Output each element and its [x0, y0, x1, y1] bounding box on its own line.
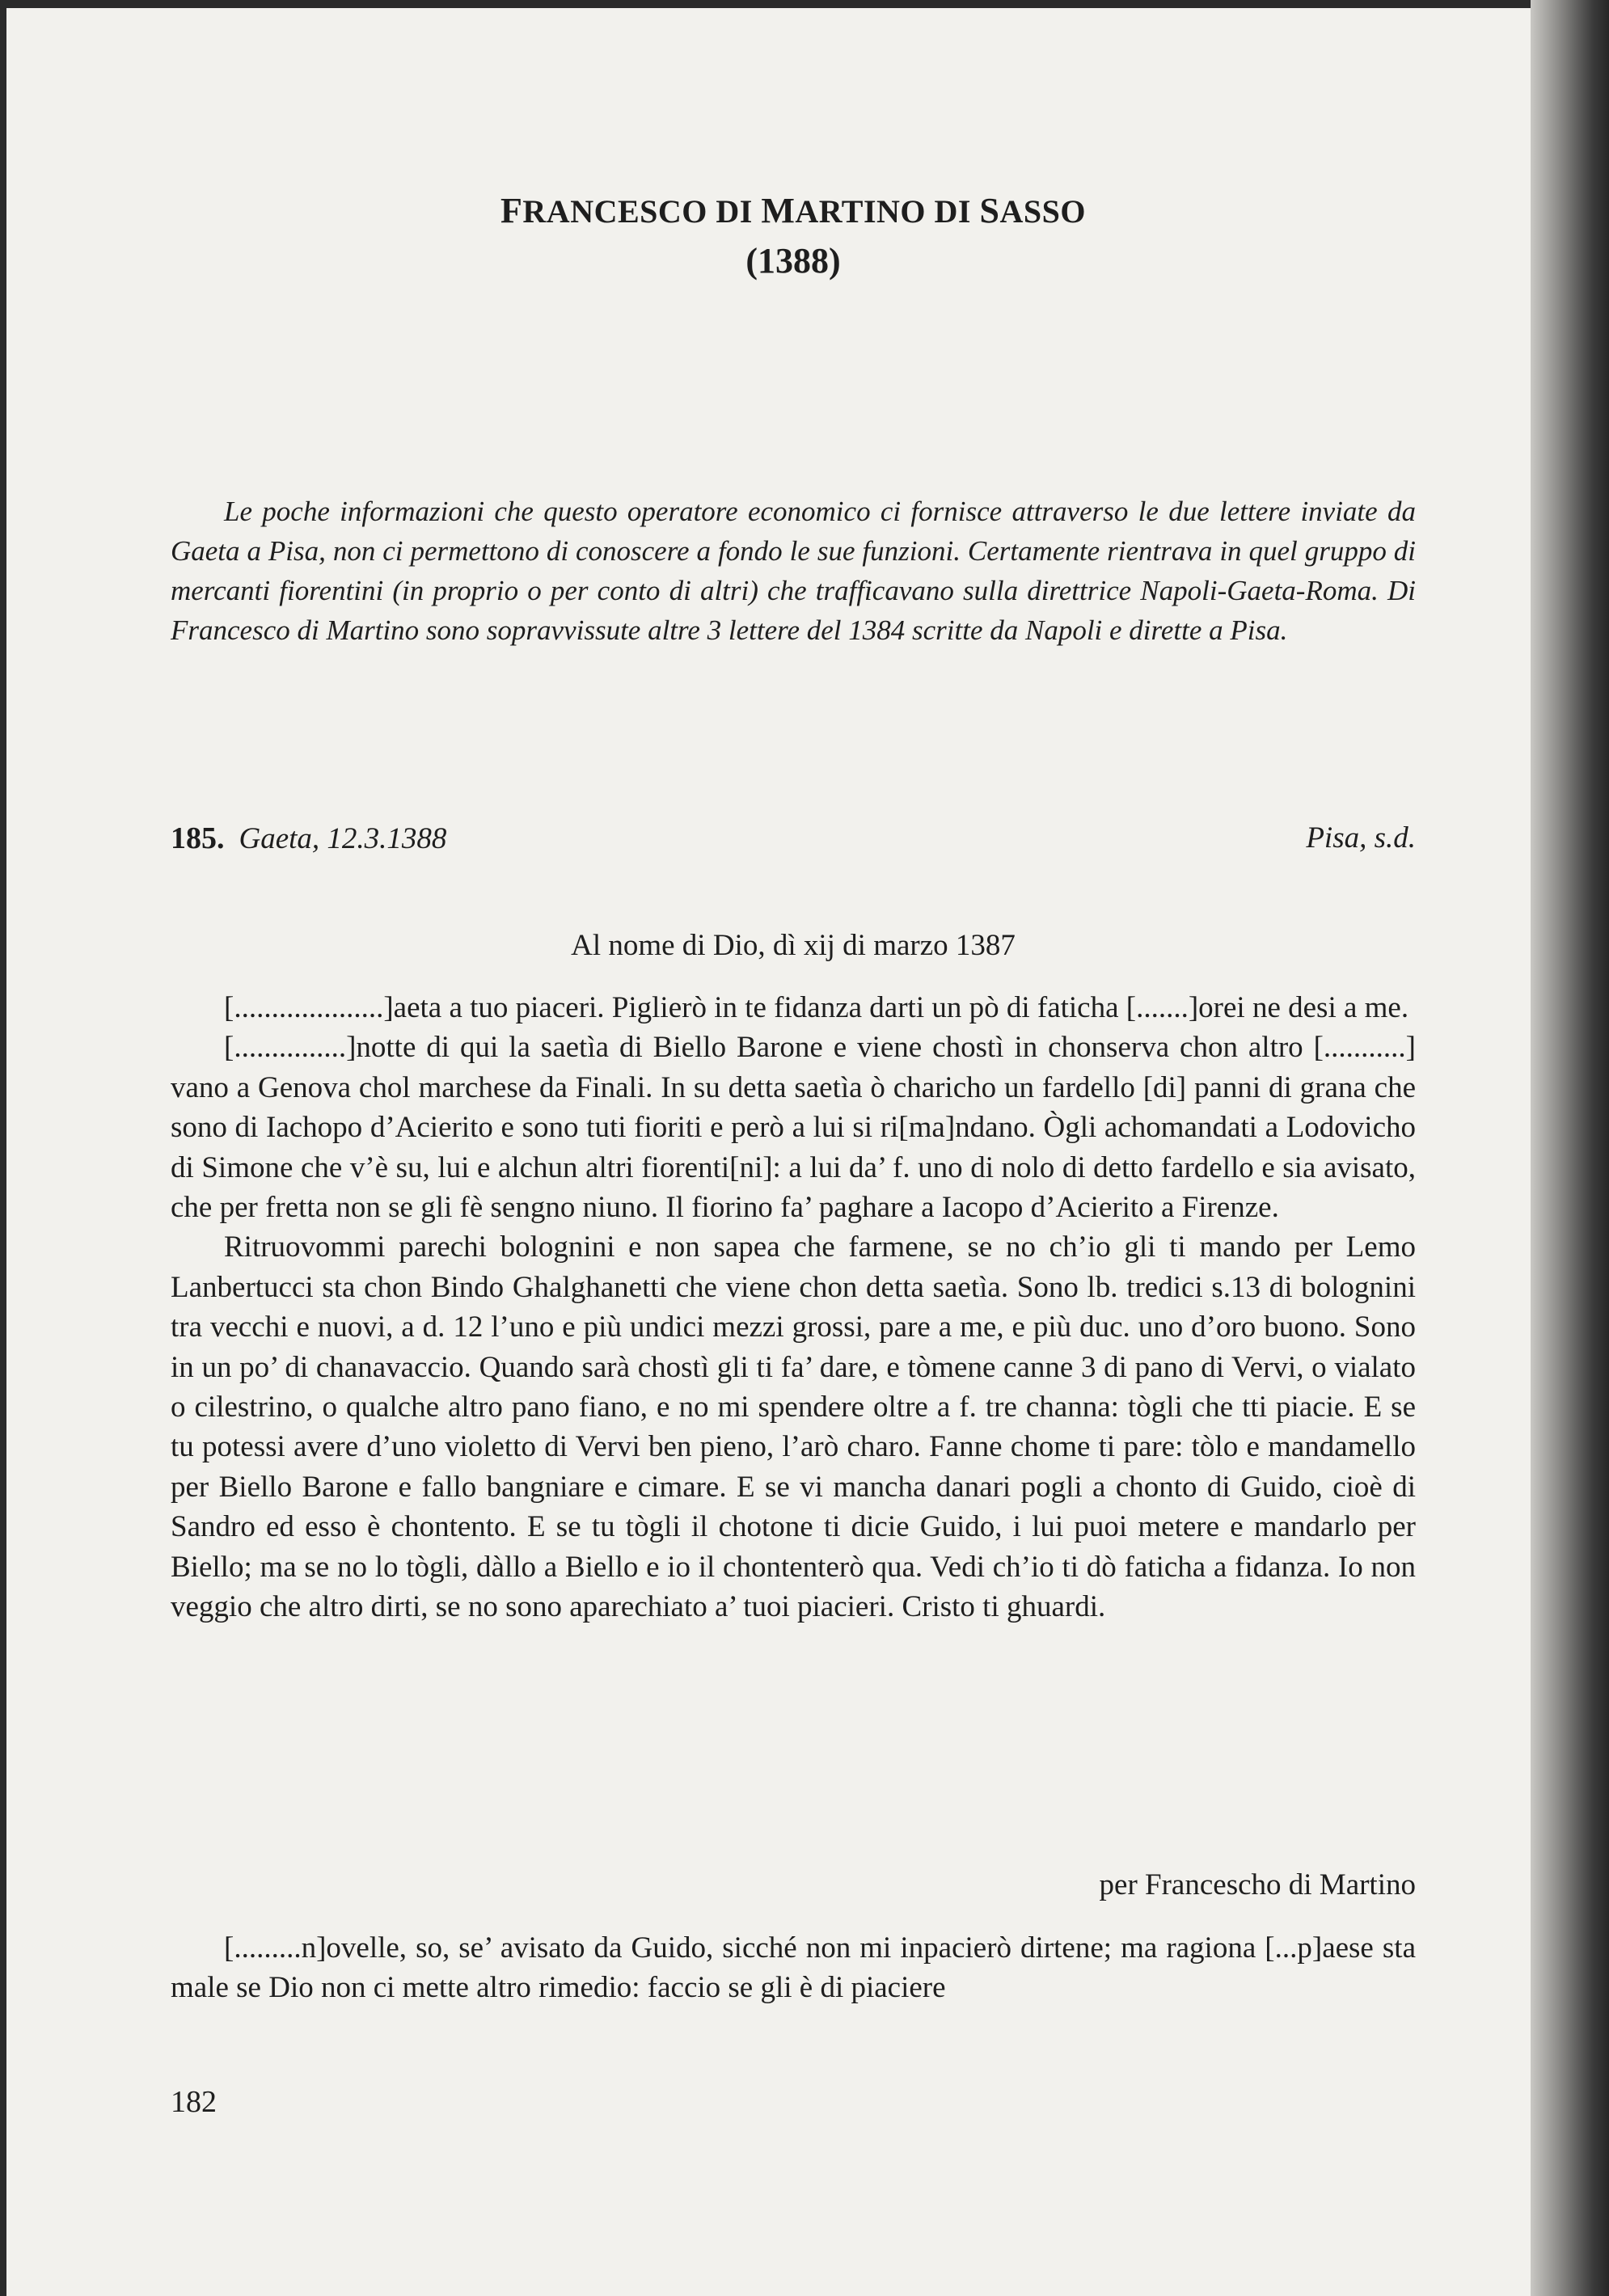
letter-header: [171, 821, 1416, 856]
title-part: RANCESCO DI: [522, 193, 762, 230]
letter-signature: per Francescho di Martino: [1099, 1868, 1416, 1901]
letter-destination: Pisa, s.d.: [1306, 821, 1416, 855]
book-page: [6, 8, 1531, 2296]
chapter-title: [171, 190, 1416, 231]
title-part: ARTINO DI: [795, 193, 980, 230]
letter-number: 185.: [171, 821, 225, 855]
letter-body: [171, 988, 1416, 1627]
intro-paragraph: Le poche informazioni che questo operatore economico ci fornisce attraverso le due lettere inviate da Gaeta a Pisa, non ci permettono di conoscere a fondo le sue funzioni. Certamente rientrava in quel gruppo di mercanti fiorentini (in proprio o per conto di altri) che trafficavano sulla direttrice Napoli-Gaeta-Roma. Di Francesco di Martino sono sopravvissute altre 3 lettere del 1384 scritte da Napoli e dirette a Pisa.: [171, 496, 1416, 646]
chapter-year: (1388): [745, 241, 841, 281]
letter-paragraph: Ritruovommi parechi bolognini e non sapea che farmene, se no ch’io gli ti mando per Lemo Lanbertucci sta chon Bindo Ghalghanetti che viene chon detta saetìa. Sono lb. tredici s.13 di bolognini tra vecchi e nuovi, a d. 12 l’uno e più undici mezzi grossi, pare a me, e più duc. uno d’oro buono. Sono in un po’ di chanavaccio. Quando sarà chostì gli ti fa’ dare, e tòmene canne 3 di pano di Vervi, o vialato o cilestrino, o qualche altro pano fiano, e no mi spendere oltre a f. tre channa: tògli che tti piacie. E se tu potessi avere d’uno violetto di Vervi ben pieno, l’arò charo. Fanne chome ti pare: tòlo e mandamello per Biello Barone e fallo bangniare e cimare. E se vi mancha danari pogli a chonto di Guido, cioè di Sandro ed esso è chontento. E se tu tògli il chotone ti dicie Guido, i lui puoi metere e mandarlo per Biello; ma se no lo tògli, dàllo a Biello e io il chontenterò qua. Vedi ch’io ti dò faticha a fidanza. Io non veggio che altro dirti, se no sono aparechiato a’ tuoi piacieri. Cristo ti ghuardi.: [171, 1230, 1416, 1624]
letter-postscript: [.........n]ovelle, so, se’ avisato da Guido, sicché non mi inpacierò dirtene; ma ragiona [...p]aese sta male se Dio non ci mette altro rimedio: faccio se gli è di piaciere: [171, 1931, 1416, 2005]
title-initial: M: [761, 191, 796, 230]
page-number: 182: [171, 2085, 217, 2119]
title-initial: S: [979, 191, 1000, 230]
letter-paragraph: [....................]aeta a tuo piaceri. Piglierò in te fidanza darti un pò di faticha [.......]orei ne desi a me.: [224, 991, 1409, 1024]
book-spine-shadow: [1531, 0, 1609, 2296]
letter-paragraph: [...............]notte di qui la saetìa di Biello Barone e viene chostì in chonserva chon altro [...........] vano a Genova chol marchese da Finali. In su detta saetìa ò charicho un fardello [di] panni di grana che sono di Iachopo d’Acierito e sono tuti fioriti e però a lui si ri[ma]ndano. Ògli achomandati a Lodovicho di Simone che v’è su, lui e alchun altri fiorenti[ni]: a lui da’ f. uno di nolo di detto fardello e sia avisato, che per fretta non se gli fè sengno niuno. Il fiorino fa’ paghare a Iacopo d’Acierito a Firenze.: [171, 1031, 1416, 1225]
title-part: ASSO: [999, 193, 1086, 230]
title-initial: F: [500, 191, 523, 230]
letter-origin: Gaeta, 12.3.1388: [239, 822, 447, 855]
letter-salutation: Al nome di Dio, dì xij di marzo 1387: [571, 929, 1016, 962]
